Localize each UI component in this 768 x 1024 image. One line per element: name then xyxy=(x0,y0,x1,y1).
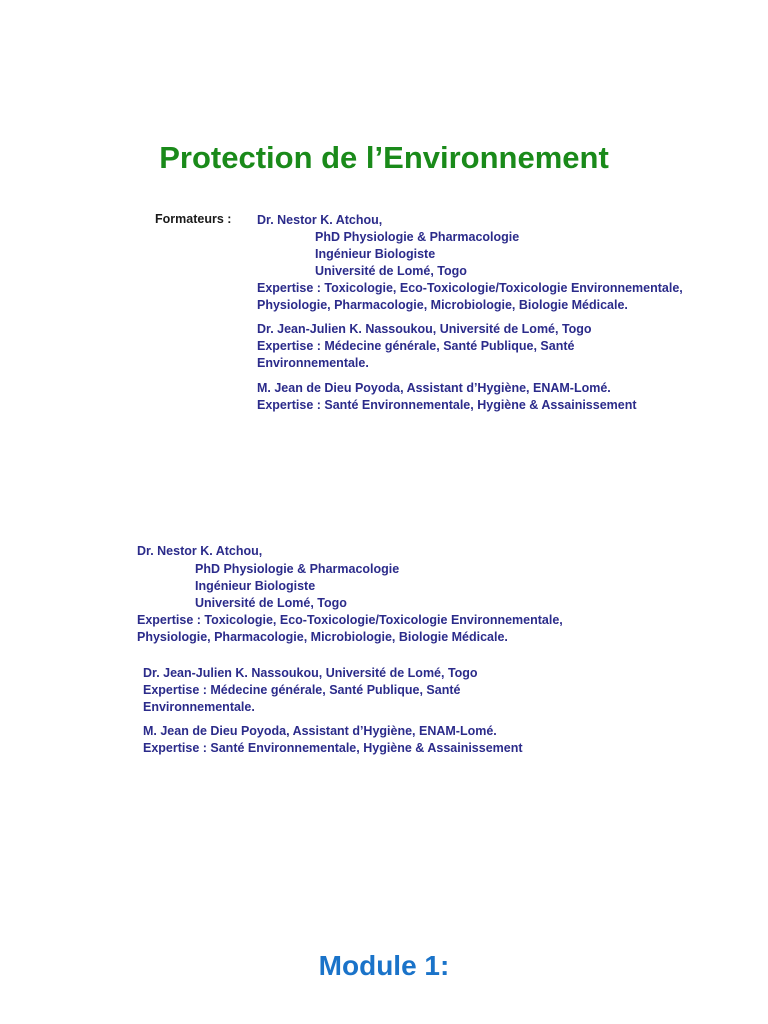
trainer-nassoukou-expertise: Expertise : Médecine générale, Santé Publique, Santé xyxy=(257,339,575,353)
trainer-atchou-expertise: Expertise : Toxicologie, Eco-Toxicologie/Toxicologie Environnementale, xyxy=(257,281,683,295)
trainer-atchou-expertise: Physiologie, Pharmacologie, Microbiologie, Biologie Médicale. xyxy=(257,298,628,312)
trainer-atchou-expertise: Physiologie, Pharmacologie, Microbiologie, Biologie Médicale. xyxy=(137,630,508,644)
trainer-atchou-degree: PhD Physiologie & Pharmacologie xyxy=(195,562,400,576)
trainer-nassoukou-name: Dr. Jean-Julien K. Nassoukou, Université de Lomé, Togo xyxy=(143,666,478,680)
trainer-atchou-affiliation: Université de Lomé, Togo xyxy=(195,596,347,610)
trainer-atchou-name: Dr. Nestor K. Atchou, xyxy=(137,544,263,558)
formateurs-label: Formateurs : xyxy=(155,212,232,226)
trainer-atchou-degree: Ingénieur Biologiste xyxy=(315,247,436,261)
trainer-atchou-degree: PhD Physiologie & Pharmacologie xyxy=(315,230,520,244)
trainer-atchou-affiliation: Université de Lomé, Togo xyxy=(315,264,467,278)
trainer-nassoukou-expertise: Environnementale. xyxy=(143,700,255,714)
trainer-atchou-expertise: Expertise : Toxicologie, Eco-Toxicologie/Toxicologie Environnementale, xyxy=(137,613,563,627)
trainer-poyoda-name: M. Jean de Dieu Poyoda, Assistant d’Hygiène, ENAM-Lomé. xyxy=(143,724,497,738)
page-title: Protection de l’Environnement xyxy=(159,140,609,175)
trainer-nassoukou-expertise: Environnementale. xyxy=(257,356,369,370)
trainer-poyoda-name: M. Jean de Dieu Poyoda, Assistant d’Hygiène, ENAM-Lomé. xyxy=(257,381,611,395)
trainer-nassoukou-name: Dr. Jean-Julien K. Nassoukou, Université de Lomé, Togo xyxy=(257,322,592,336)
trainer-nassoukou-expertise: Expertise : Médecine générale, Santé Publique, Santé xyxy=(143,683,461,697)
trainer-atchou-degree: Ingénieur Biologiste xyxy=(195,579,316,593)
trainer-atchou-name: Dr. Nestor K. Atchou, xyxy=(257,213,383,227)
trainer-poyoda-expertise: Expertise : Santé Environnementale, Hygiène & Assainissement xyxy=(143,741,523,755)
trainer-poyoda-expertise: Expertise : Santé Environnementale, Hygiène & Assainissement xyxy=(257,398,637,412)
module-heading: Module 1: xyxy=(318,950,450,981)
